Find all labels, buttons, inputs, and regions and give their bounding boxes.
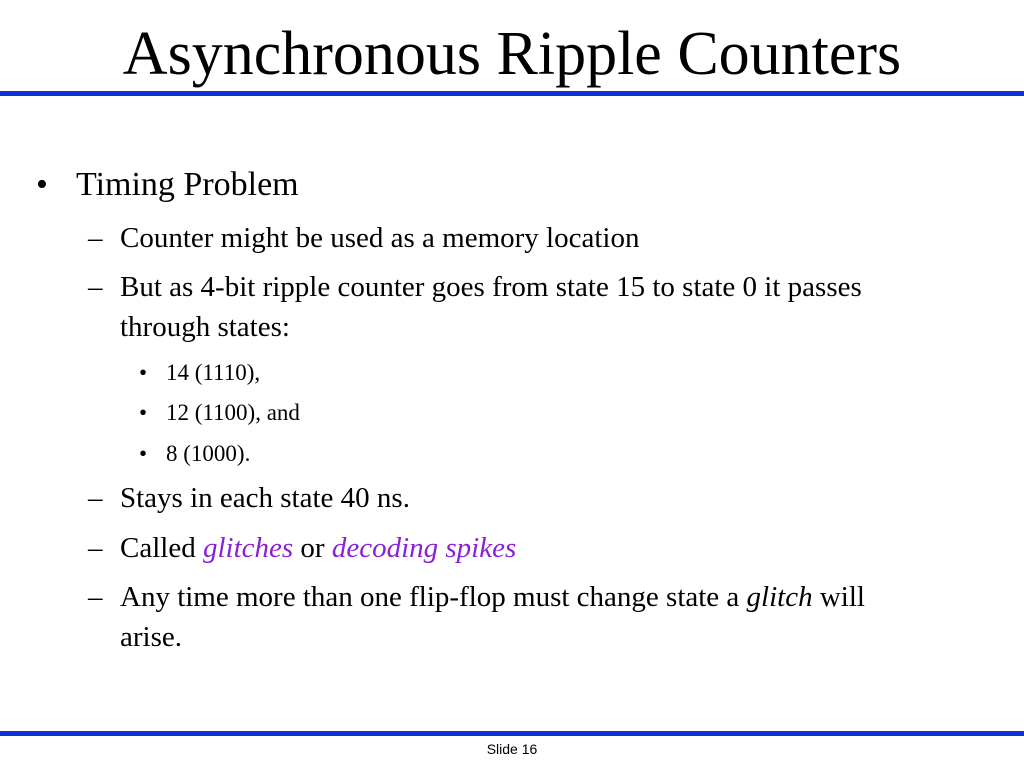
bullet-text: Timing Problem: [76, 166, 299, 203]
footer-divider: [0, 731, 1024, 736]
dash-marker: –: [88, 271, 103, 303]
anytime-prefix: Any time more than one flip-flop must change state a: [120, 581, 747, 613]
anytime-suffix: will: [812, 581, 865, 613]
bullet-marker: •: [139, 360, 148, 385]
subitem-text: But as 4-bit ripple counter goes from state 15 to state 0 it passes: [120, 271, 862, 303]
bullet-marker: •: [36, 166, 48, 203]
subitem-text: [120, 531, 516, 565]
term-glitch: glitch: [746, 581, 813, 613]
subitem-text: Counter might be used as a memory location: [120, 222, 640, 254]
term-decoding-spikes: decoding spikes: [331, 532, 517, 564]
called-prefix: Called: [120, 532, 203, 564]
dash-marker: –: [88, 482, 103, 514]
dash-marker: –: [88, 222, 103, 254]
subitem-passes-continuation: through states:: [120, 311, 290, 343]
slide-title: Asynchronous Ripple Counters: [122, 20, 902, 88]
dash-marker: –: [88, 581, 103, 613]
called-or: or: [293, 532, 332, 564]
bullet-marker: •: [139, 400, 148, 425]
state-text: 12 (1100), and: [166, 400, 300, 425]
state-text: 14 (1110),: [166, 360, 261, 385]
term-glitches: glitches: [202, 532, 294, 564]
state-text: 8 (1000).: [166, 441, 251, 466]
slide-number: Slide 16: [486, 741, 538, 757]
bullet-marker: •: [139, 441, 148, 466]
subitem-text: [120, 580, 865, 614]
subitem-text: Stays in each state 40 ns.: [120, 482, 410, 514]
subitem-anytime-continuation: arise.: [120, 621, 182, 653]
dash-marker: –: [88, 532, 103, 564]
